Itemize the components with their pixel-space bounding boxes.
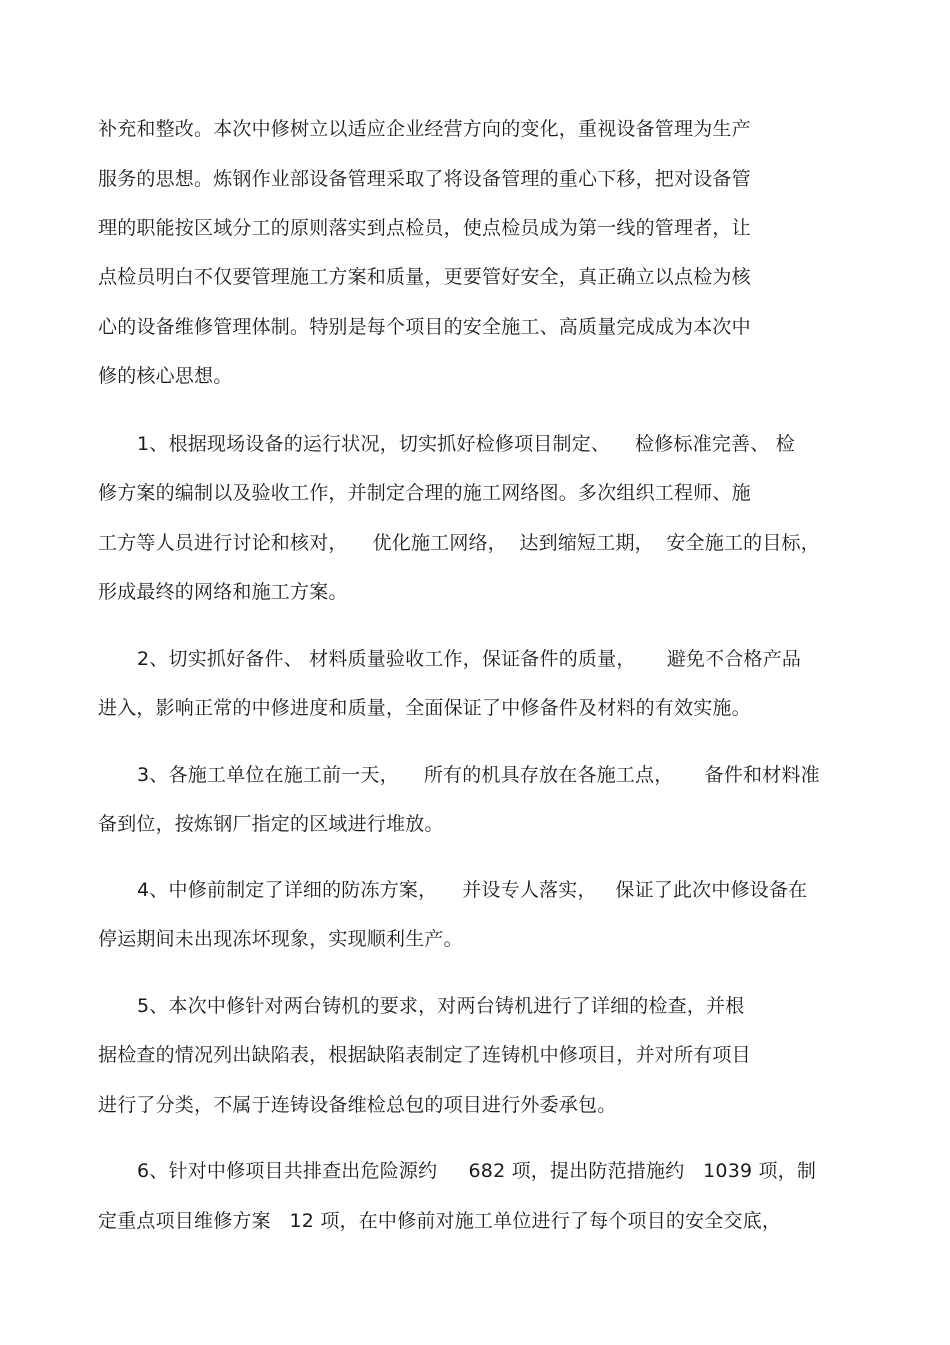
paragraph-line: 进行了分类，不属于连铸设备维检总包的项目进行外委承包。 bbox=[98, 1094, 617, 1116]
paragraph-line: 心的设备维修管理体制。特别是每个项目的安全施工、高质量完成成为本次中 bbox=[98, 316, 751, 338]
paragraph-line: 点检员明白不仅要管理施工方案和质量，更要管好安全，真正确立以点检为核 bbox=[98, 266, 751, 288]
paragraph-line: 形成最终的网络和施工方案。 bbox=[98, 581, 348, 603]
paragraph-line: 工方等人员进行讨论和核对， 优化施工网络， 达到缩短工期， 安全施工的目标， bbox=[98, 532, 820, 554]
paragraph-line: 1、根据现场设备的运行状况，切实抓好检修项目制定、 检修标准完善、 检 bbox=[137, 433, 795, 455]
paragraph-line: 服务的思想。炼钢作业部设备管理采取了将设备管理的重心下移，把对设备管 bbox=[98, 168, 751, 190]
paragraph-line: 3、各施工单位在施工前一天， 所有的机具存放在各施工点， 备件和材料准 bbox=[137, 764, 820, 786]
paragraph-line: 进入，影响正常的中修进度和质量，全面保证了中修备件及材料的有效实施。 bbox=[98, 697, 751, 719]
paragraph-line: 据检查的情况列出缺陷表，根据缺陷表制定了连铸机中修项目，并对所有项目 bbox=[98, 1044, 751, 1066]
paragraph-line: 6、针对中修项目共排查出危险源约 682 项，提出防范措施约 1039 项，制 bbox=[137, 1160, 817, 1182]
paragraph-line: 4、中修前制定了详细的防冻方案， 并设专人落实， 保证了此次中修设备在 bbox=[137, 879, 808, 901]
paragraph-line: 修方案的编制以及验收工作，并制定合理的施工网络图。多次组织工程师、施 bbox=[98, 482, 751, 504]
paragraph-line: 备到位，按炼钢厂指定的区域进行堆放。 bbox=[98, 813, 444, 835]
paragraph-line: 定重点项目维修方案 12 项，在中修前对施工单位进行了每个项目的安全交底， bbox=[98, 1210, 782, 1232]
paragraph-line: 理的职能按区域分工的原则落实到点检员，使点检员成为第一线的管理者，让 bbox=[98, 217, 751, 239]
paragraph-line: 停运期间未出现冻坏现象，实现顺利生产。 bbox=[98, 928, 463, 950]
paragraph-line: 5、本次中修针对两台铸机的要求，对两台铸机进行了详细的检查，并根 bbox=[137, 995, 745, 1017]
paragraph-line: 修的核心思想。 bbox=[98, 365, 233, 387]
paragraph-line: 补充和整改。本次中修树立以适应企业经营方向的变化，重视设备管理为生产 bbox=[98, 118, 751, 140]
paragraph-line: 2、切实抓好备件、 材料质量验收工作，保证备件的质量， 避免不合格产品 bbox=[137, 648, 802, 670]
